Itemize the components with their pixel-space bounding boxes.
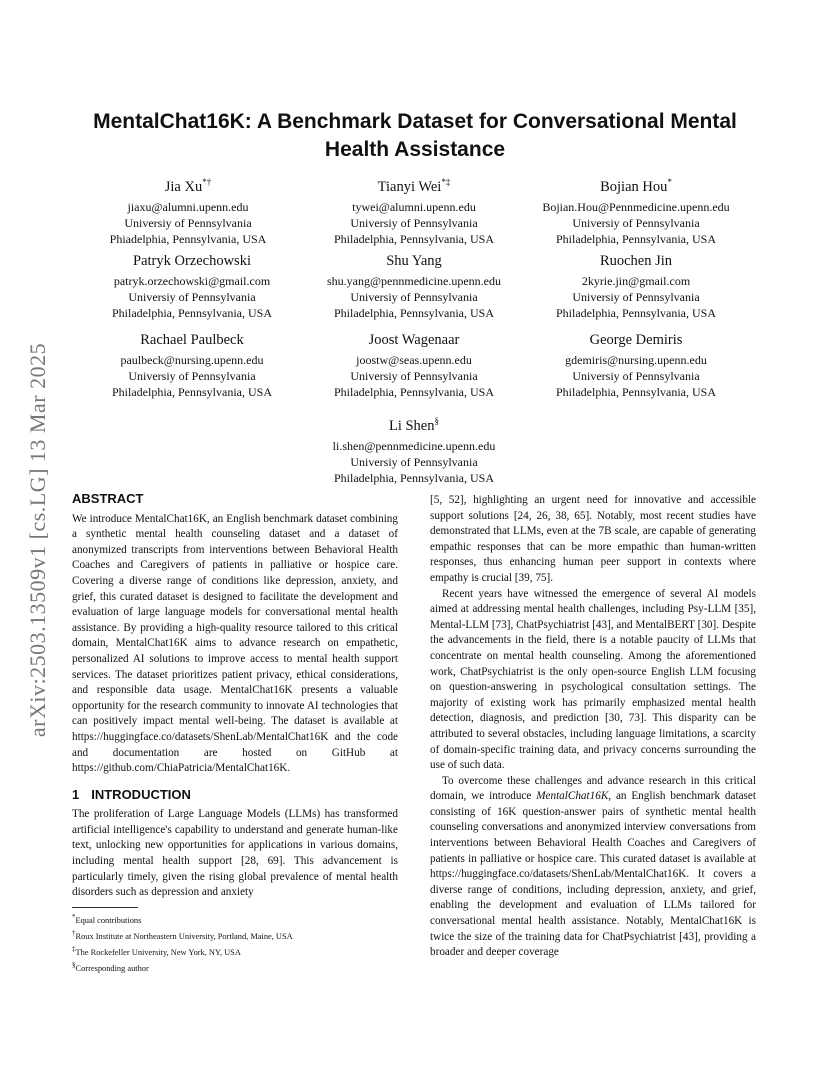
author-email: shu.yang@pennmedicine.upenn.edu: [326, 274, 501, 288]
author-name: Tianyi Wei*‡: [377, 177, 451, 195]
footnote: †Roux Institute at Northeastern University, Portland, Maine, USA: [72, 929, 293, 941]
author-block: [516, 172, 756, 247]
author-affiliation: Universiy of Pennsylvania: [350, 290, 478, 304]
author-email: tywei@alumni.upenn.edu: [352, 199, 476, 214]
body-paragraph: [5, 52], highlighting an urgent need for innovative and accessible support solutions [24, 26, 38, 65]. Notably, most recent studies have demonstrated that LLMs, even at the 7B scale, are capable of generating empathic responses that can be more empathic than human-written responses, thus enhancing human peer support in contexts where empathy is crucial [39, 75].: [430, 494, 756, 584]
author-location: Philadelphia, Pennsylvania, USA: [334, 306, 494, 320]
author-affiliation: Universiy of Pennsylvania: [572, 369, 700, 383]
author-name: Li Shen§: [388, 416, 439, 434]
footnote: *Equal contributions: [72, 913, 142, 925]
author-block: [68, 172, 308, 247]
abstract-heading: ABSTRACT: [72, 491, 144, 506]
author-block: [516, 251, 756, 321]
intro-paragraph: The proliferation of Large Language Models (LLMs) has transformed artificial intelligence's capability to understand and generate human-like text, unlocking new opportunities for applications in various domains, including mental health support [28, 69]. This advancement is particularly timely, given the rising global prevalence of mental health disorders such as depression and anxiety: [72, 808, 398, 899]
author-block: [294, 411, 534, 486]
abstract-text: We introduce MentalChat16K, an English benchmark dataset combining a synthetic mental health counseling dataset and a dataset of anonymized transcripts from interventions between Behavioral Health Coaches and Caregivers of patients in palliative or hospice care. Covering a diverse range of conditions like depression, anxiety, and grief, this curated dataset is designed to facilitate the development and evaluation of large language models for conversational mental health assistance. By providing a high-quality resource tailored to this critical domain, MentalChat16K aims to advance research on empathetic, personalized AI solutions to improve access to mental health support services. The dataset prioritizes patient privacy, ethical considerations, and responsible data usage. MentalChat16K presents a valuable opportunity for the research community to innovate AI technologies that can positively impact mental well-being. The dataset is available at https://huggingface.co/datasets/ShenLab/MentalChat16K and the code and documentation are hosted on GitHub at https://github.com/ChiaPatricia/MentalChat16K.: [72, 512, 398, 775]
author-block: [72, 330, 312, 400]
author-affiliation: Universiy of Pennsylvania: [128, 290, 256, 304]
author-name: Rachael Paulbeck: [140, 332, 244, 348]
author-email: joostw@seas.upenn.edu: [356, 353, 472, 367]
author-email: Bojian.Hou@Pennmedicine.upenn.edu: [542, 199, 730, 214]
author-email: li.shen@pennmedicine.upenn.edu: [332, 438, 496, 453]
body-paragraph: To overcome these challenges and advance research in this critical domain, we introduce MentalChat16K, an English benchmark dataset consisting of 16K question-answer pairs of synthetic mental health counseling conversations and anonymized interview conversations from interventions between Behavioral Health Coaches and Caregivers of patients in palliative or hospice care. This curated dataset is available at https://huggingface.co/datasets/ShenLab/MentalChat16K. It covers a diverse range of conditions, including depression, anxiety, and grief, enabling the development and evaluation of LLMs tailored for conversational mental health assistance. Notably, MentalChat16K is twice the size of the training data for ChatPsychiatrist [43], providing a broader and deeper coverage: [430, 774, 756, 959]
author-affiliation: Universiy of Pennsylvania: [350, 215, 478, 230]
author-affiliation: Universiy of Pennsylvania: [350, 369, 478, 383]
author-name: Jia Xu*†: [164, 177, 212, 195]
author-affiliation: Universiy of Pennsylvania: [572, 290, 700, 304]
paper-title: MentalChat16K: A Benchmark Dataset for Conversational Mental Health Assistance: [93, 110, 737, 161]
author-name: George Demiris: [589, 332, 683, 348]
author-affiliation: Universiy of Pennsylvania: [128, 369, 256, 383]
author-location: Philadelphia, Pennsylvania, USA: [334, 385, 494, 399]
author-block: [72, 251, 312, 321]
author-name: Shu Yang: [386, 253, 442, 269]
author-location: Phiadelphia, Pennsylvania, USA: [109, 231, 267, 246]
footnote: §Corresponding author: [72, 961, 149, 973]
right-column: [430, 493, 756, 961]
author-name: Ruochen Jin: [599, 253, 673, 269]
body-paragraph: Recent years have witnessed the emergence of several AI models aimed at addressing mental health challenges, including Psy-LLM [35], Mental-LLM [73], ChatPsychiatrist [43], and MentalBERT [30]. Despite the advancements in the field, there is a notable paucity of LLMs that concentrate on mental health counseling. Among the aforementioned work, ChatPsychiatrist is the only open-source English LLM focusing on question-answering in psychological consultation settings. The majority of existing work has primarily emphasized mental health detection, diagnosis, and prediction [30, 73]. This disparity can be attributed to several obstacles, including language limitations, a scarcity of domain-specific training data, and privacy concerns surrounding the use of such data.: [430, 587, 756, 772]
left-column: [72, 491, 398, 901]
footnotes: [72, 907, 402, 975]
author-name: Joost Wagenaar: [368, 332, 460, 348]
author-location: Philadelphia, Pennsylvania, USA: [112, 306, 272, 320]
author-location: Philadelphia, Pennsylvania, USA: [112, 385, 272, 399]
author-block: [516, 330, 756, 400]
arxiv-identifier: arXiv:2503.13509v1 [cs.LG] 13 Mar 2025: [25, 342, 50, 738]
footnote-rule: [72, 907, 138, 908]
author-location: Philadelphia, Pennsylvania, USA: [556, 231, 716, 246]
author-email: patryk.orzechowski@gmail.com: [113, 274, 271, 288]
author-name: Bojian Hou*: [600, 177, 672, 195]
author-name: Patryk Orzechowski: [133, 253, 251, 269]
author-email: jiaxu@alumni.upenn.edu: [127, 199, 249, 214]
section-heading: 1 INTRODUCTION: [72, 786, 191, 802]
arxiv-sidebar: [8, 290, 68, 790]
author-email: gdemiris@nursing.upenn.edu: [565, 353, 707, 367]
author-email: paulbeck@nursing.upenn.edu: [120, 353, 264, 367]
author-location: Philadelphia, Pennsylvania, USA: [334, 470, 494, 485]
author-affiliation: Universiy of Pennsylvania: [572, 215, 700, 230]
author-block: [294, 251, 534, 321]
author-location: Philadelphia, Pennsylvania, USA: [334, 231, 494, 246]
author-location: Philadelphia, Pennsylvania, USA: [556, 306, 716, 320]
author-affiliation: Universiy of Pennsylvania: [124, 215, 252, 230]
dataset-name: MentalChat16K: [536, 790, 609, 803]
author-affiliation: Universiy of Pennsylvania: [350, 454, 478, 469]
author-location: Philadelphia, Pennsylvania, USA: [556, 385, 716, 399]
author-block: [294, 330, 534, 400]
author-email: 2kyrie.jin@gmail.com: [581, 274, 691, 288]
author-block: [294, 172, 534, 247]
footnote: ‡The Rockefeller University, New York, NY, USA: [72, 945, 241, 957]
